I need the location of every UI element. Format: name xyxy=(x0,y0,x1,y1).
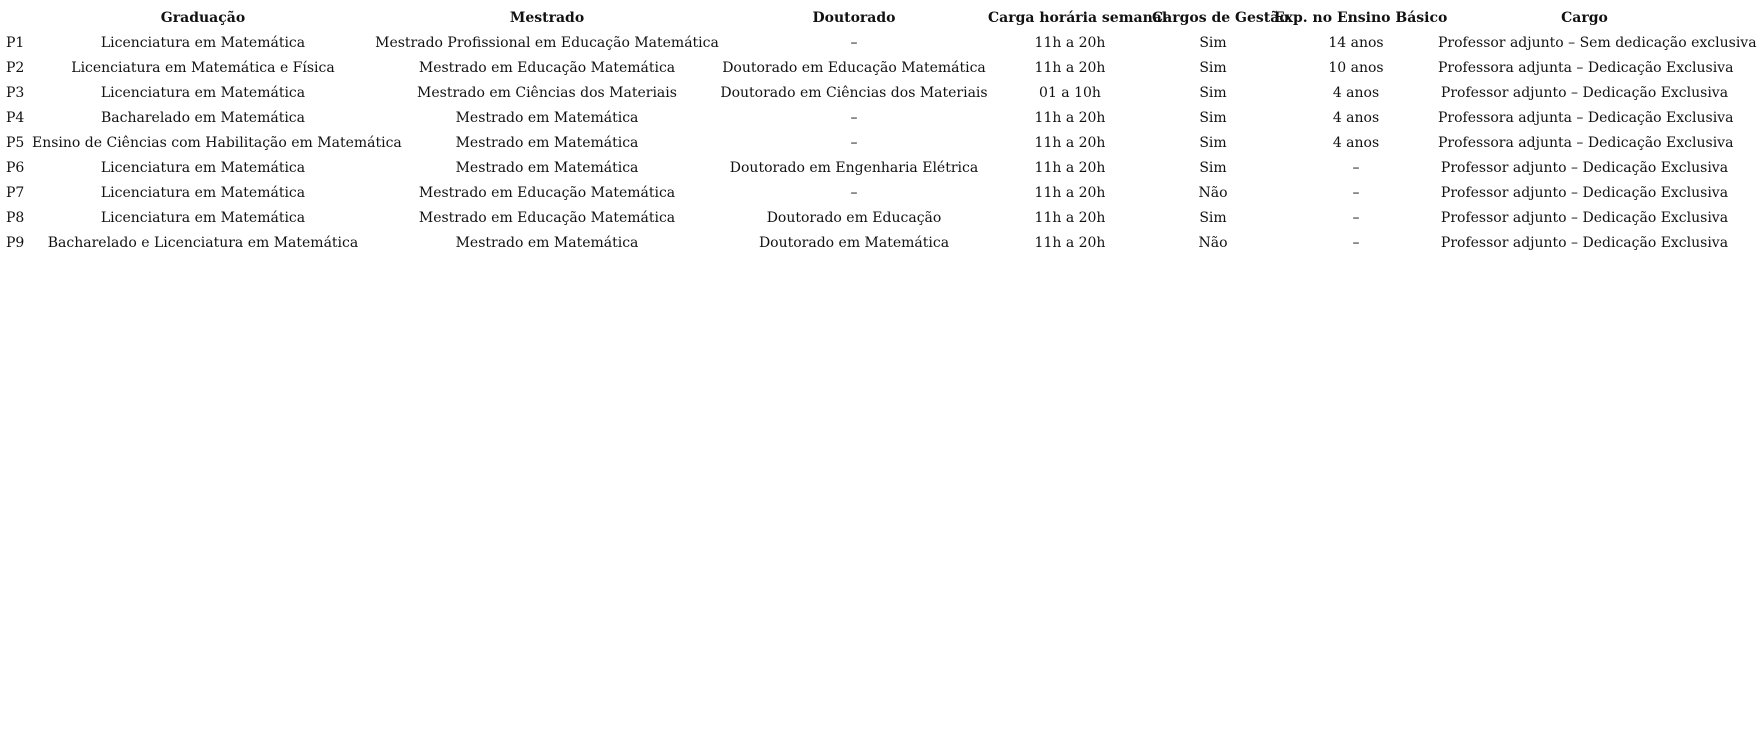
cell-carga-horaria: 11h a 20h xyxy=(1034,210,1106,226)
cell-doutorado: Doutorado em Engenharia Elétrica xyxy=(729,160,979,176)
table-row xyxy=(0,181,1731,206)
cell-graduacao: Licenciatura em Matemática xyxy=(100,85,306,101)
header-exp-ensino-basico: Exp. no Ensino Básico xyxy=(1274,10,1448,26)
cell-graduacao: Licenciatura em Matemática xyxy=(100,185,306,201)
cell-graduacao: Bacharelado e Licenciatura em Matemática xyxy=(47,235,359,251)
cell-cargos-gestao: Sim xyxy=(1199,160,1227,176)
professor-profile-table-container xyxy=(0,6,1757,256)
cell-mestrado: Mestrado em Educação Matemática xyxy=(418,185,676,201)
cell-carga-horaria: 11h a 20h xyxy=(1034,110,1106,126)
cell-doutorado: – xyxy=(850,110,858,126)
cell-exp-ensino-basico: 14 anos xyxy=(1328,35,1384,51)
cell-graduacao: Ensino de Ciências com Habilitação em Matemática xyxy=(32,135,402,151)
cell-carga-horaria: 11h a 20h xyxy=(1034,160,1106,176)
cell-mestrado: Mestrado em Ciências dos Materiais xyxy=(417,85,677,101)
cell-cargo: Professor adjunto – Sem dedicação exclusiva xyxy=(1438,35,1757,51)
cell-exp-ensino-basico: – xyxy=(1352,185,1360,201)
cell-graduacao: Licenciatura em Matemática e Física xyxy=(71,60,335,76)
cell-carga-horaria: 11h a 20h xyxy=(1034,135,1106,151)
professor-profile-table xyxy=(0,6,1757,256)
cell-cargos-gestao: Sim xyxy=(1199,135,1227,151)
cell-carga-horaria: 01 a 10h xyxy=(1039,85,1101,101)
cell-mestrado: Mestrado Profissional em Educação Matemática xyxy=(375,35,719,51)
cell-id: P8 xyxy=(6,210,25,226)
cell-cargos-gestao: Sim xyxy=(1199,210,1227,226)
cell-id: P5 xyxy=(6,135,25,151)
table-row xyxy=(0,131,1731,156)
cell-id: P4 xyxy=(6,110,25,126)
cell-cargos-gestao: Sim xyxy=(1199,85,1227,101)
cell-doutorado: – xyxy=(850,135,858,151)
cell-cargos-gestao: Sim xyxy=(1199,35,1227,51)
header-row xyxy=(0,6,1731,31)
table-row xyxy=(0,81,1731,106)
cell-graduacao: Licenciatura em Matemática xyxy=(100,210,306,226)
cell-cargo: Professor adjunto – Dedicação Exclusiva xyxy=(1440,85,1729,101)
cell-mestrado: Mestrado em Educação Matemática xyxy=(418,60,676,76)
cell-exp-ensino-basico: 4 anos xyxy=(1332,85,1380,101)
cell-mestrado: Mestrado em Matemática xyxy=(455,160,639,176)
cell-doutorado: – xyxy=(850,185,858,201)
table-header xyxy=(0,6,1731,31)
header-cargos-gestao: Cargos de Gestão xyxy=(1152,10,1289,26)
cell-cargo: Professor adjunto – Dedicação Exclusiva xyxy=(1440,235,1729,251)
cell-doutorado: Doutorado em Matemática xyxy=(758,235,950,251)
cell-mestrado: Mestrado em Matemática xyxy=(455,235,639,251)
cell-carga-horaria: 11h a 20h xyxy=(1034,235,1106,251)
cell-cargo: Professor adjunto – Dedicação Exclusiva xyxy=(1440,185,1729,201)
table-row xyxy=(0,206,1731,231)
cell-exp-ensino-basico: 4 anos xyxy=(1332,110,1380,126)
header-cargo: Cargo xyxy=(1561,10,1608,26)
header-mestrado: Mestrado xyxy=(509,10,585,26)
cell-exp-ensino-basico: – xyxy=(1352,235,1360,251)
cell-graduacao: Bacharelado em Matemática xyxy=(101,110,305,126)
cell-id: P9 xyxy=(6,235,25,251)
cell-exp-ensino-basico: 4 anos xyxy=(1332,135,1380,151)
cell-cargo: Professor adjunto – Dedicação Exclusiva xyxy=(1440,210,1729,226)
table-body xyxy=(0,31,1757,256)
cell-id: P1 xyxy=(6,35,25,51)
header-doutorado: Doutorado xyxy=(812,10,896,26)
cell-cargo: Professor adjunto – Dedicação Exclusiva xyxy=(1440,160,1729,176)
cell-doutorado: – xyxy=(850,35,858,51)
cell-carga-horaria: 11h a 20h xyxy=(1034,35,1106,51)
cell-id: P2 xyxy=(6,60,25,76)
cell-id: P7 xyxy=(6,185,25,201)
cell-doutorado: Doutorado em Educação Matemática xyxy=(722,60,986,76)
cell-mestrado: Mestrado em Matemática xyxy=(455,110,639,126)
header-id xyxy=(0,6,32,31)
cell-exp-ensino-basico: – xyxy=(1352,210,1360,226)
cell-cargo: Professora adjunta – Dedicação Exclusiva xyxy=(1438,110,1734,126)
cell-id: P6 xyxy=(6,160,25,176)
header-graduacao: Graduação xyxy=(160,10,246,26)
cell-doutorado: Doutorado em Educação xyxy=(766,210,942,226)
cell-cargo: Professora adjunta – Dedicação Exclusiva xyxy=(1438,135,1734,151)
cell-exp-ensino-basico: 10 anos xyxy=(1328,60,1384,76)
cell-cargos-gestao: Não xyxy=(1198,185,1228,201)
cell-mestrado: Mestrado em Educação Matemática xyxy=(418,210,676,226)
cell-exp-ensino-basico: – xyxy=(1352,160,1360,176)
cell-cargos-gestao: Sim xyxy=(1199,60,1227,76)
table-row xyxy=(0,56,1731,81)
cell-mestrado: Mestrado em Matemática xyxy=(455,135,639,151)
cell-carga-horaria: 11h a 20h xyxy=(1034,60,1106,76)
table-row xyxy=(0,231,1731,256)
header-carga-horaria: Carga horária semanal xyxy=(988,10,1168,26)
table-row xyxy=(0,156,1731,181)
cell-graduacao: Licenciatura em Matemática xyxy=(100,35,306,51)
table-row xyxy=(0,106,1731,131)
cell-graduacao: Licenciatura em Matemática xyxy=(100,160,306,176)
cell-doutorado: Doutorado em Ciências dos Materiais xyxy=(720,85,988,101)
cell-cargos-gestao: Não xyxy=(1198,235,1228,251)
cell-cargos-gestao: Sim xyxy=(1199,110,1227,126)
cell-cargo: Professora adjunta – Dedicação Exclusiva xyxy=(1438,60,1734,76)
cell-id: P3 xyxy=(6,85,25,101)
cell-carga-horaria: 11h a 20h xyxy=(1034,185,1106,201)
table-row xyxy=(0,31,1731,56)
